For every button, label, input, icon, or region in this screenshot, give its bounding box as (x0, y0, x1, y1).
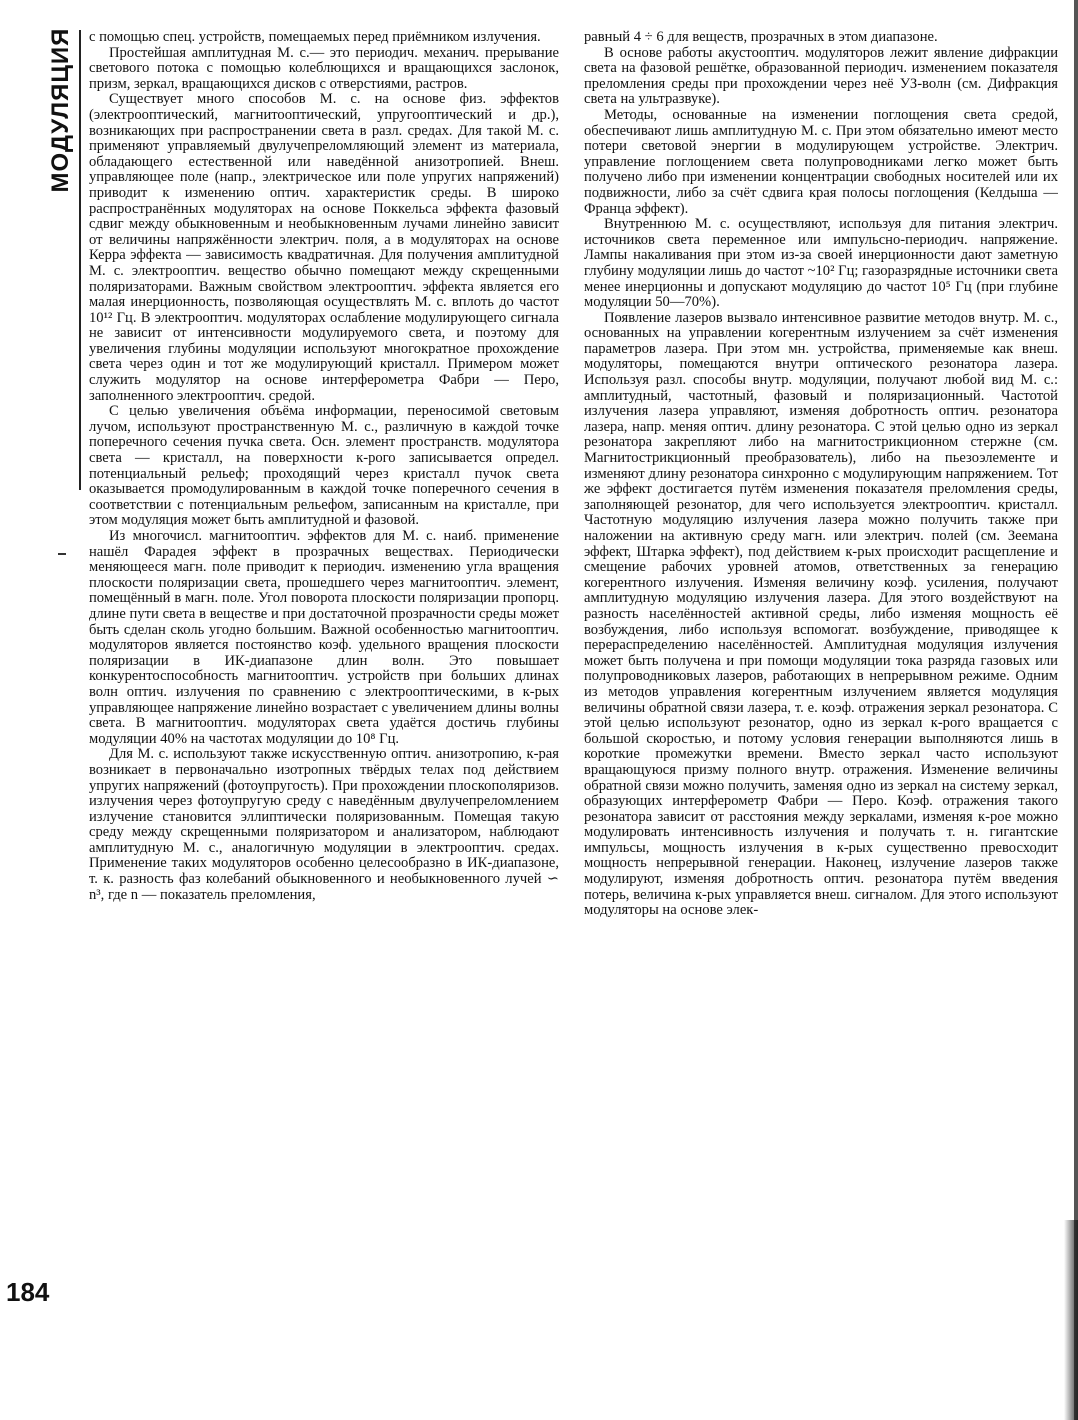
paragraph: с помощью спец. устройств, помещаемых перед приёмником излучения. (89, 30, 541, 45)
scan-shadow (1064, 1220, 1078, 1420)
paragraph: Для М. с. используют также искусственную оптич. анизотропию, к-рая возникает в первоначально изотропных твёрдых телах под действием упругих напряжений (фотоупругость). При прохождении плоскополяризов. излучения через фотоупругую среду с наведённым двулучепреломлением излучение становится эллиптически поляризованным. Помещая такую среду между скрещенными поляризатором и анализатором, наблюдают амплитудную М. с., аналогичную модуляции в электрооптич. средах. Применение таких модуляторов особенно целесообразно в ИК-диапазоне, т. к. разность фаз колебаний обыкновенного и необыкновенного лучей ∽ n³, где n — показатель преломления, (89, 746, 559, 903)
section-title: МОДУЛЯЦИЯ (47, 27, 74, 193)
paragraph: Появление лазеров вызвало интенсивное развитие методов внутр. М. с., основанных на управлении когерентным излучением за счёт изменения параметров лазера. При этом мн. устройства, применяемые как внеш. модуляторы, помещаются внутри оптического резонатора лазера. Используя разл. способы внутр. модуляции, получают любой вид М. с.: амплитудный, частотный, фазовый и поляризационный. Частотой излучения лазера управляют, изменяя добротность оптич. резонатора лазера, напр. меняя оптич. длину резонатора. С этой целью одно из зеркал резонатора закрепляют либо на магнитострикционном стержне (см. Магнитострикционный преобразователь), либо на пьезоэлементе и изменяют длину резонатора синхронно с модулирующим напряжением. Тот же эффект достигается путём изменения показателя преломления среды, заполняющей резонатор, для чего используется электрооптич. кристалл. Частотную модуляцию излучения лазера можно получить также при наложении на активную среду магн. или электрич. полей (см. Зеемана эффект, Штарка эффект), под действием к-рых происходит расщепление и смещение рабочих уровней атомов, ответственных за генерацию когерентного излучения. Изменяя величину коэф. усиления, получают амплитудную модуляцию излучения лазера. Для этого воздействуют на разность населённостей активной среды, либо изменяя мощность её возбуждения, либо используя вспомогат. возбуждение, приводящее к перераспределению населённостей. Амплитудная модуляция излучения может быть получена и при помощи модуляции тока разряда газовых или полупроводниковых лазеров, работающих в непрерывном режиме. Одним из методов управления когерентным излучением является модуляция величины обратной связи лазера, т. е. коэф. отражения зеркал резонатора. С этой целью используют резонатор, одно из зеркал к-рого вращается с большой скоростью, и потому условия генерации выполняются лишь в короткие промежутки времени. Вместо зеркал часто используют вращающуюся призму полного внутр. отражения. Изменение величины обратной связи можно получить, заменяя одно из зеркал на систему зеркал, образующих интерферометр Фабри — Перо. Коэф. отражения такого резонатора зависит от расстояния между зеркалами, изменяя к-рое можно модулировать интенсивность излучения и получать т. н. гигантские импульсы, мощность излучения в к-рых существенно превосходит мощность непрерывной генерации. Наконец, излучение лазеров также модулируют, изменяя добротность оптич. резонатора путём введения потерь, величина к-рых управляется внеш. сигналом. Для этого используют модуляторы на основе элек- (584, 309, 1058, 919)
paragraph: С целью увеличения объёма информации, переносимой световым лучом, используют пространственную М. с., различную в каждой точке поперечного сечения пучка света. Осн. элемент пространств. модулятора света — кристалл, на поверхности к-рого записывается определ. потенциальный рельеф; проходящий через кристалл пучок света оказывается промодулированным в каждой точке поперечного сечения в соответствии с потенциальным рельефом, записанным на кристалле, при этом модуляция может быть амплитудной и фазовой. (89, 403, 559, 529)
right-column (584, 30, 1058, 1322)
paragraph: Методы, основанные на изменении поглощения света средой, обеспечивают лишь амплитудную М. с. При этом обязательно имеют место потери световой энергии в модулирующем устройстве. Электрич. управление поглощением света полупроводниками легко может быть получено либо при изменении концентрации свободных носителей или их подвижности, либо за счёт сдвига края полосы поглощения (Келдыша — Франца эффект). (584, 106, 1058, 217)
paragraph: равный 4 ÷ 6 для веществ, прозрачных в этом диапазоне. (584, 30, 938, 45)
paragraph: Внутреннюю М. с. осуществляют, используя для питания электрич. источников света переменное или импульсно-периодич. напряжение. Лампы накаливания при этом из-за своей инерционности дают заметную глубину модуляции лишь до частот ~10² Гц; газоразрядные источники света менее инерционны и допускают модуляцию до частот 10⁵ Гц (при глубине модуляции 50—70%). (584, 216, 1058, 311)
paragraph: В основе работы акустооптич. модуляторов лежит явление дифракции света на фазовой решётке, образованной периодич. изменением показателя преломления среды при прохождении через неё УЗ-волн (см. Дифракция света на ультразвуке). (584, 44, 1058, 108)
paragraph: Простейшая амплитудная М. с.— это периодич. механич. прерывание светового потока с помощью колеблющихся и вращающихся заслонок, призм, зеркал, вращающихся дисков с отверстиями, растров. (89, 44, 559, 92)
scan-border (1074, 0, 1078, 1420)
margin-mark (58, 553, 66, 555)
paragraph: Из многочисл. магнитооптич. эффектов для М. с. наиб. применение нашёл Фарадея эффект в прозрачных веществах. Периодически меняющееся магн. поле приводит к периодич. изменению угла вращения плоскости поляризации света, прошедшего через магнитооптич. элемент, помещённый в магн. поле. Угол поворота плоскости поляризации пропорц. длине пути света в веществе и при достаточной прозрачности среды может быть сделан сколь угодно большим. Важной особенностью магнитооптич. модуляторов является постоянство коэф. удельного вращения плоскости поляризации в ИК-диапазоне длин волн. Это повышает конкурентоспособность магнитооптич. устройств при больших длинах волн оптич. излучения по сравнению с электрооптическими, в к-рых управляющее напряжение линейно возрастает с увеличением длины волны света. В магнитооптич. модуляторах света удаётся достичь глубины модуляции 40% на частотах модуляции до 10⁸ Гц. (89, 528, 559, 747)
margin-rule (79, 30, 81, 490)
section-header (47, 27, 74, 193)
page-number: 184 (6, 1277, 50, 1307)
left-column (89, 30, 559, 1322)
paragraph: Существует много способов М. с. на основе физ. эффектов (электрооптический, магнитооптический, упругооптический и др.), возникающих при распространении света в разл. средах. Для такой М. с. применяют управляемый двулучепреломляющий элемент из материала, обладающего естественной или наведённой анизотропией. Внеш. управляющее поле (напр., электрическое или поле упругих напряжений) приводит к изменению оптич. характеристик среды. В широко распространённых модуляторах на основе Поккельса эффекта фазовый сдвиг между обыкновенным и необыкновенным лучами линейно зависит от величины напряжённости электрич. поля, а в модуляторах на основе Керра эффекта — зависимость квадратичная. Для получения амплитудной М. с. электрооптич. вещество обычно помещают между скрещенными поляризаторами. Важным свойством электрооптич. эффекта является его малая инерционность, позволяющая осуществлять М. с. вплоть до частот 10¹² Гц. В электрооптич. модуляторах ослабление модулирующего сигнала не зависит от интенсивности модулируемого света, и поэтому для увеличения глубины модуляции используют многократное прохождение света через один и тот же модулирующий кристалл. Примером может служить модулятор на основе интерферометра Фабри — Перо, заполненного электрооптич. средой. (89, 91, 559, 404)
